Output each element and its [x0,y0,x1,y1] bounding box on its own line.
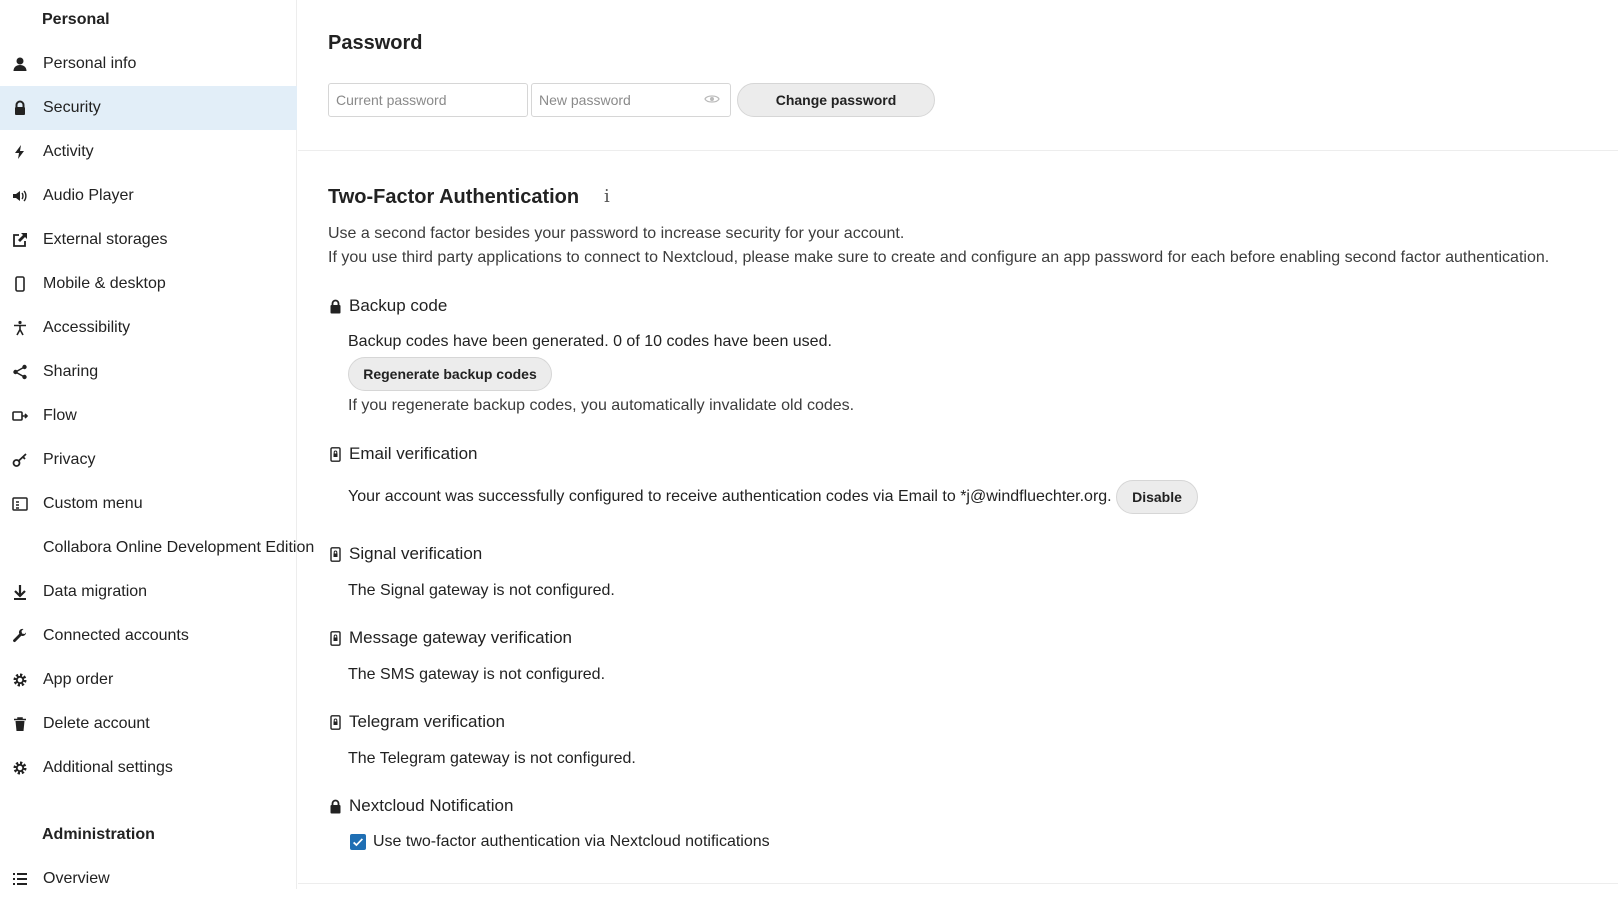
signal-provider [328,544,482,564]
phone-icon [11,275,29,293]
lock-icon [11,99,29,117]
sidebar-item-security[interactable] [0,86,297,130]
sidebar-item-personal-info[interactable] [0,42,297,86]
telegram-provider [328,712,505,732]
list-icon [11,870,29,888]
phone-lock-icon [328,546,342,562]
signal-status: The Signal gateway is not configured. [348,582,615,599]
disable-email-button[interactable]: Disable [1116,480,1198,514]
sidebar-item-label: Audio Player [43,187,134,204]
sidebar-item-collabora[interactable] [0,526,315,570]
email-verification-title: Email verification [349,444,478,463]
backup-code-provider [328,296,447,316]
sidebar-item-overview[interactable] [0,857,297,901]
sidebar-heading-personal: Personal [42,11,110,28]
sidebar-item-label: Privacy [43,451,96,468]
gear-icon [11,759,29,777]
sidebar-item-label: Accessibility [43,319,131,336]
twofa-app-password-note: If you use third party applications to connect to Nextcloud, please make sure to create and configure an app password for each before enabling second factor authentication. [328,249,1550,266]
sms-provider [328,628,572,648]
sidebar-item-delete-account[interactable] [0,702,297,746]
email-provider [328,444,478,464]
sidebar-item-audio-player[interactable] [0,174,297,218]
notification-checkbox[interactable] [350,834,366,850]
backup-code-status: Backup codes have been generated. 0 of 10 codes have been used. [348,333,832,350]
external-link-icon [11,231,29,249]
sidebar-item-label: Security [43,99,101,116]
lock-icon [328,798,342,814]
phone-lock-icon [328,630,342,646]
eye-icon[interactable] [704,91,720,107]
flow-icon [11,407,29,425]
twofa-title: Two-Factor Authentication [328,186,580,208]
twofa-description: Use a second factor besides your password to increase security for your account. [328,225,905,242]
nextcloud-notification-title: Nextcloud Notification [349,796,514,815]
sidebar-item-label: Delete account [43,715,150,732]
phone-lock-icon [328,446,342,462]
sidebar-item-label: Overview [43,870,110,887]
signal-verification-title: Signal verification [349,544,483,563]
download-icon [11,583,29,601]
sidebar-item-label: App order [43,671,114,688]
sidebar-item-mobile-desktop[interactable] [0,262,297,306]
current-password-input[interactable] [328,83,528,117]
sidebar-item-activity[interactable] [0,130,297,174]
sidebar-item-additional-settings[interactable] [0,746,297,790]
sidebar-item-label: Activity [43,143,94,160]
sidebar-item-label: Connected accounts [43,627,189,644]
password-title: Password [328,32,423,54]
gear-icon [11,671,29,689]
backup-code-hint: If you regenerate backup codes, you automatically invalidate old codes. [348,397,855,414]
sidebar-item-label: Mobile & desktop [43,275,166,292]
menu-icon [11,495,29,513]
sidebar-item-sharing[interactable] [0,350,297,394]
sidebar-item-label: Custom menu [43,495,143,512]
new-password-input[interactable] [531,83,731,117]
email-verification-status: Your account was successfully configured to receive authentication codes via Email to *j@windfluechter.org. [348,488,1112,505]
sidebar-item-accessibility[interactable] [0,306,297,350]
sidebar-item-label: Personal info [43,55,137,72]
sidebar-item-privacy[interactable] [0,438,297,482]
sidebar-item-connected-accounts[interactable] [0,614,297,658]
key-icon [11,451,29,469]
sidebar-item-custom-menu[interactable] [0,482,297,526]
sidebar-item-label: Sharing [43,363,99,380]
speaker-icon [11,187,29,205]
notification-checkbox-label[interactable]: Use two-factor authentication via Nextcloud notifications [373,833,770,850]
person-icon [11,55,29,73]
share-icon [11,363,29,381]
sidebar-heading-administration: Administration [42,826,155,843]
info-icon[interactable]: i [604,186,610,207]
sidebar-item-data-migration[interactable] [0,570,297,614]
backup-code-title: Backup code [349,296,448,315]
lock-icon [328,298,342,314]
sidebar-item-label: Data migration [43,583,148,600]
change-password-button[interactable]: Change password [737,83,935,117]
sidebar-item-label: Flow [43,407,77,424]
bottom-divider [298,883,1618,884]
trash-icon [11,715,29,733]
section-divider [298,150,1618,151]
main-content [298,0,1618,889]
regenerate-backup-codes-button[interactable]: Regenerate backup codes [348,357,552,391]
sidebar-item-flow[interactable] [0,394,297,438]
accessibility-icon [11,319,29,337]
telegram-status: The Telegram gateway is not configured. [348,750,636,767]
sidebar-item-external-storages[interactable] [0,218,297,262]
phone-lock-icon [328,714,342,730]
nextcloud-notification-provider [328,796,513,816]
sidebar-item-label: Additional settings [43,759,173,776]
sms-verification-title: Message gateway verification [349,628,573,647]
sidebar-item-app-order[interactable] [0,658,297,702]
sidebar-item-label: External storages [43,231,168,248]
wrench-icon [11,627,29,645]
lightning-icon [11,143,29,161]
sms-status: The SMS gateway is not configured. [348,666,606,683]
sidebar-item-label: Collabora Online Development Edition [43,539,315,556]
telegram-verification-title: Telegram verification [349,712,505,731]
sidebar [0,0,315,889]
